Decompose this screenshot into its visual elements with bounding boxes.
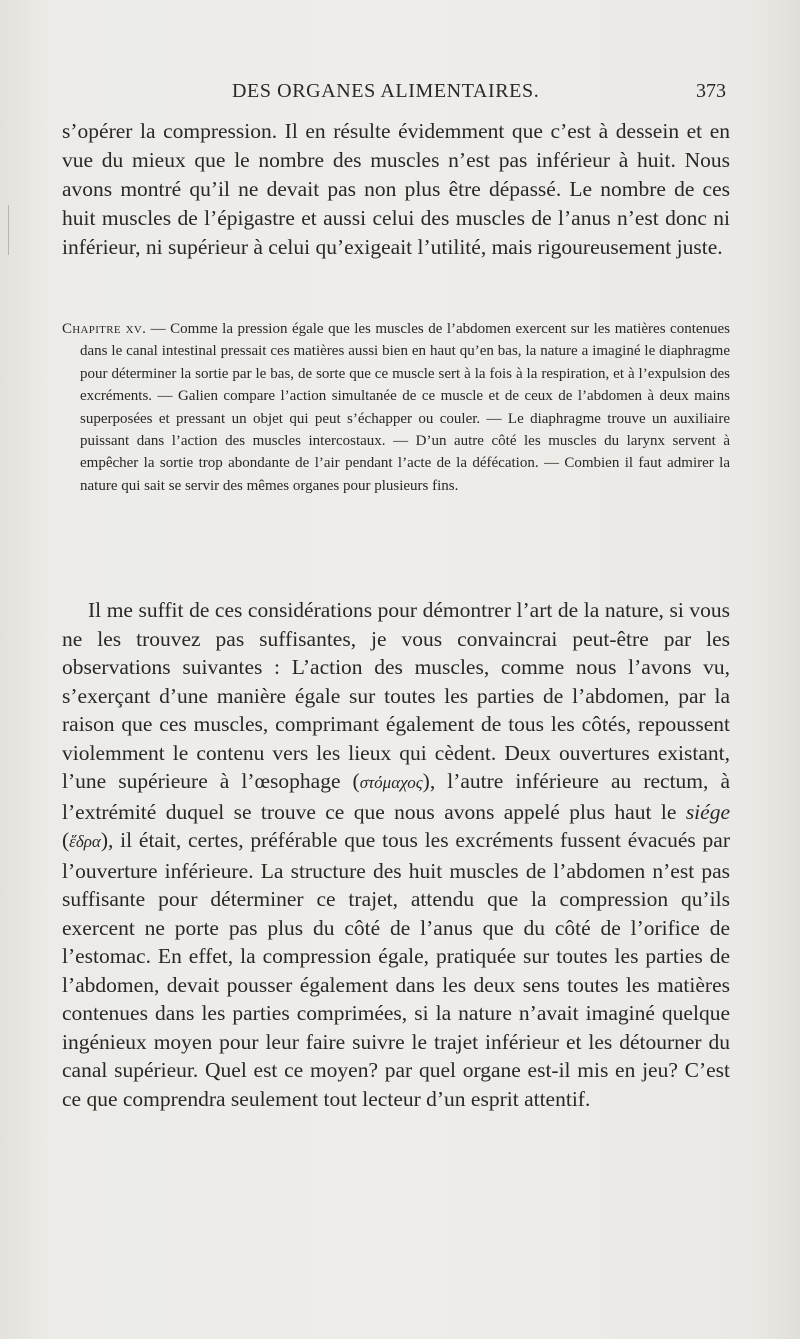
main-paragraph-text	[62, 596, 730, 1113]
main-text-part-3: (	[62, 828, 70, 852]
chapter-summary	[62, 318, 730, 497]
main-text-part-1: Il me suffit de ces considérations pour démontrer l’art de la nature, si vous ne les trouvez pas suffisantes, je vous convaincrai peut-être par les observations suivantes : L’action des muscles, comme nous l’avons vu, s’exerçant d’une manière égale sur toutes les parties de l’abdomen, par la raison que ces muscles, comprimant également de tous les côtés, repoussent violemment le contenu vers les lieux qui cèdent. Deux ouvertures existant, l’une supérieure à l’œsophage (	[62, 598, 730, 793]
chapter-heading: Chapitre xv.	[62, 321, 147, 337]
greek-word-stomachos: στόμαχος	[359, 773, 423, 792]
main-text-part-4: ), il était, certes, préférable que tous les excréments fussent évacués par l’ouverture inférieure. La structure des huit muscles de l’abdomen n’est pas suffisante pour déterminer ce trajet, attendu que la compression qu’ils exercent ne porte pas plus du côté de l’anus que du côté de l’orifice de l’estomac. En effet, la compression égale, pratiquée sur toutes les parties de l’abdomen, devait pousser également dans les deux sens toutes les matières contenues dans les parties comprimées, si la nature n’avait imaginé quelque ingénieux moyen pour leur faire suivre le trajet inférieur et les détourner du canal supérieur. Quel est ce moyen? par quel organe est-il mis en jeu? C’est ce que comprendra seulement tout lecteur d’un esprit attentif.	[62, 828, 730, 1111]
main-paragraph	[62, 596, 730, 1113]
chapter-summary-body: — Comme la pression égale que les muscles de l’abdomen exercent sur les matières contenues dans le canal intestinal pressait ces matières aussi bien en haut qu’en bas, la nature a imaginé le diaphragme pour déterminer la sortie par le bas, de sorte que ce muscle sert à la fois à la respiration, et à l’expulsion des excréments. — Galien compare l’action simultanée de ce muscle et de ceux de l’abdomen à deux mains superposées et pressant un objet qui peut s’échapper ou couler. — Le diaphragme trouve un auxiliaire puissant dans l’action des muscles intercostaux. — D’un autre côté les muscles du larynx servent à empêcher la sortie trop abondante de l’air pendant l’acte de la défécation. — Combien il faut admirer la nature qui sait se servir des mêmes organes pour plusieurs fins.	[80, 321, 731, 494]
paragraph-continuation	[62, 117, 730, 262]
greek-word-hedra: ἕδρα	[69, 832, 101, 851]
paragraph-text: s’opérer la compression. Il en résulte évidemment que c’est à dessein et en vue du mieux que le nombre des muscles n’est pas inférieur à huit. Nous avons montré qu’il ne devait pas non plus être dépassé. Le nombre de ces huit muscles de l’épigastre et aussi celui des muscles de l’anus n’est donc ni inférieur, ni supérieur à celui qu’exigeait l’utilité, mais rigoureusement juste.	[62, 119, 730, 259]
chapter-summary-text	[62, 318, 730, 497]
main-text-part-2: ), l’autre inférieure au rectum, à l’extrémité duquel se trouve ce que nous avons appelé plus haut le	[62, 769, 730, 824]
running-header	[62, 80, 730, 110]
running-title: DES ORGANES ALIMENTAIRES.	[232, 80, 540, 102]
page-margin-mark	[8, 205, 9, 255]
page-number: 373	[696, 80, 726, 102]
italic-word-siege: siége	[685, 799, 730, 824]
